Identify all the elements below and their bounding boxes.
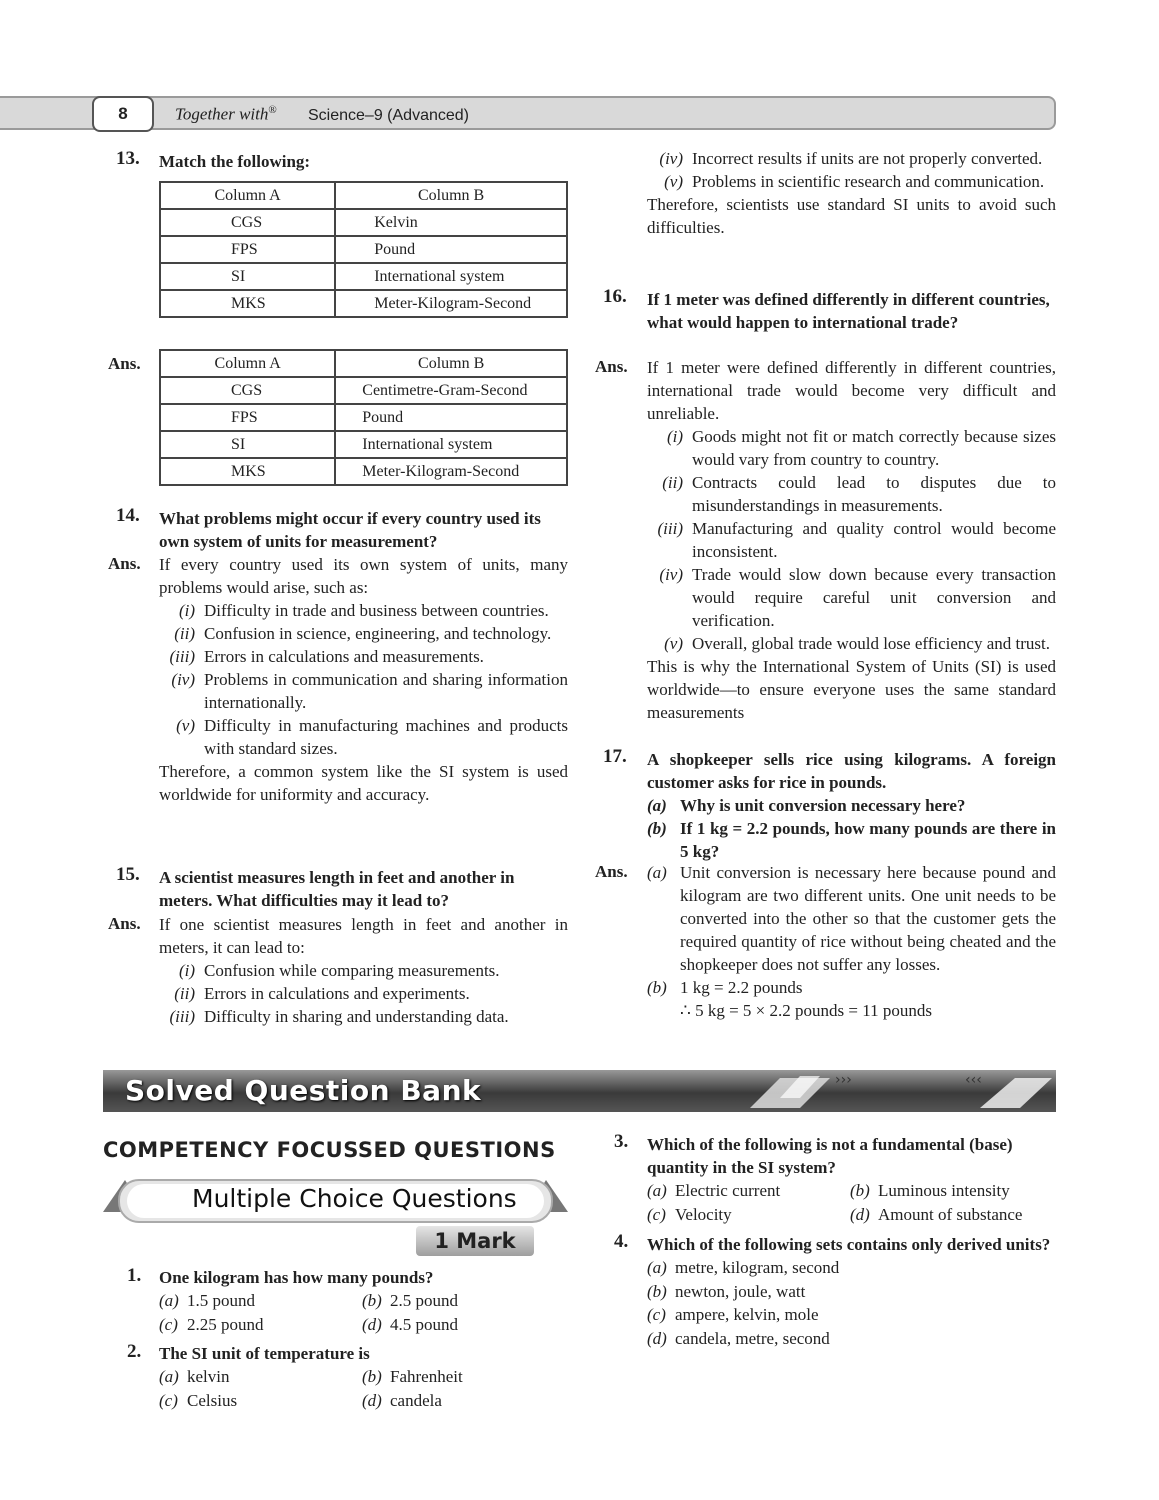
marks-badge: 1 Mark xyxy=(416,1226,534,1256)
answer-label: Ans. xyxy=(108,354,141,373)
match-table: Column A Column B CGS Kelvin FPS Pound SI International system MKS Meter-Kilogram-Second xyxy=(159,181,568,318)
question-number: 16. xyxy=(603,286,627,307)
answer-body: If one scientist measures length in feet and another in meters, it can lead to: (i) Confusion while comparing measurements. (ii) Errors in calculations and experiments. (iii) Difficulty in sharing and understanding data. xyxy=(159,915,568,1026)
svg-text:›››: ››› xyxy=(835,1072,852,1088)
book-title: Science–9 (Advanced) xyxy=(308,107,469,124)
question-text: Match the following: xyxy=(159,152,311,171)
question-number: 13. xyxy=(116,148,140,169)
question-text: A scientist measures length in feet and another in meters. What difficulties may it lead to? xyxy=(159,868,515,910)
question-text: A shopkeeper sells rice using kilograms. A foreign customer asks for rice in pounds. (a) Why is unit conversion necessary here? (b) If 1 kg = 2.2 pounds, how many pounds are there in 5 kg? xyxy=(647,750,1056,861)
answer-table: Column A Column B CGS Centimetre-Gram-Second FPS Pound SI International system MKS Meter-Kilogram-Second xyxy=(159,349,568,486)
subsection-heading: COMPETENCY FOCUSSED QUESTIONS xyxy=(103,1138,556,1162)
mcq-question: One kilogram has how many pounds? (a) 1.5 pound (b) 2.5 pound (c) 2.25 pound (d) 4.5 pound xyxy=(159,1268,458,1334)
question-number: 1. xyxy=(127,1265,142,1286)
mcq-heading: Multiple Choice Questions xyxy=(192,1184,517,1213)
mcq-question: Which of the following is not a fundamental (base) quantity in the SI system? (a) Electric current (b) Luminous intensity (c) Velocity (d) Amount of substance xyxy=(647,1135,1023,1224)
question-text: What problems might occur if every country used its own system of units for measurement? xyxy=(159,509,541,551)
answer-body-cont: (iv) Incorrect results if units are not properly converted. (v) Problems in scientific research and communication. Therefore, scientists use standard SI units to avoid such difficulties. xyxy=(647,149,1056,237)
question-number: 15. xyxy=(116,864,140,885)
question-text: If 1 meter was defined differently in different countries, what would happen to international trade? xyxy=(647,290,1050,332)
question-number: 2. xyxy=(127,1341,142,1362)
question-number: 4. xyxy=(614,1231,629,1252)
answer-label: Ans. xyxy=(595,357,628,376)
question-number: 3. xyxy=(614,1131,629,1152)
header-bar xyxy=(0,96,1056,130)
answer-label: Ans. xyxy=(108,914,141,933)
mcq-question: Which of the following sets contains only derived units? (a) metre, kilogram, second (b) newton, joule, watt (c) ampere, kelvin, mole (d) candela, metre, second xyxy=(647,1235,1051,1348)
answer-body: If 1 meter were defined differently in different countries, international trade would become very difficult and unreliable. (i) Goods might not fit or match correctly because sizes would vary from country to country. (ii) Contracts could lead to disputes due to misunderstandings in measurements. (iii) Manufacturing and quality control would become inconsistent. (iv) Trade would slow down because every transaction would require careful unit conversion and verification. (v) Overall, global trade would lose efficiency and trust. This is why the International System of Units (SI) is used worldwide—to ensure everyone uses the same standard measurements xyxy=(647,358,1056,722)
question-number: 17. xyxy=(603,746,627,767)
svg-text:‹‹‹: ‹‹‹ xyxy=(965,1072,982,1088)
answer-label: Ans. xyxy=(108,554,141,573)
page-number: 8 xyxy=(92,96,154,132)
brand-logo: Together with® xyxy=(175,104,277,124)
section-title: Solved Question Bank xyxy=(125,1074,482,1107)
mcq-question: The SI unit of temperature is (a) kelvin (b) Fahrenheit (c) Celsius (d) candela xyxy=(159,1344,463,1410)
answer-body: (a) Unit conversion is necessary here because pound and kilogram are two different units. One unit needs to be converted into the other so that the customer gets the required quantity of rice without being cheated and the shopkeeper does not suffer any losses. (b) 1 kg = 2.2 pounds ∴ 5 kg = 5 × 2.2 pounds = 11 pounds xyxy=(647,863,1056,1020)
banner-decoration-icon xyxy=(740,1068,1060,1114)
question-number: 14. xyxy=(116,505,140,526)
answer-label: Ans. xyxy=(595,862,628,881)
answer-body: If every country used its own system of units, many problems would arise, such as: (i) Difficulty in trade and business between countries. (ii) Confusion in science, engineering, and technology. (iii) Errors in calculations and measurements. (iv) Problems in communication and sharing information internationally. (v) Difficulty in manufacturing machines and products with standard sizes. Therefore, a common system like the SI system is used worldwide for uniformity and accuracy. xyxy=(159,555,568,804)
